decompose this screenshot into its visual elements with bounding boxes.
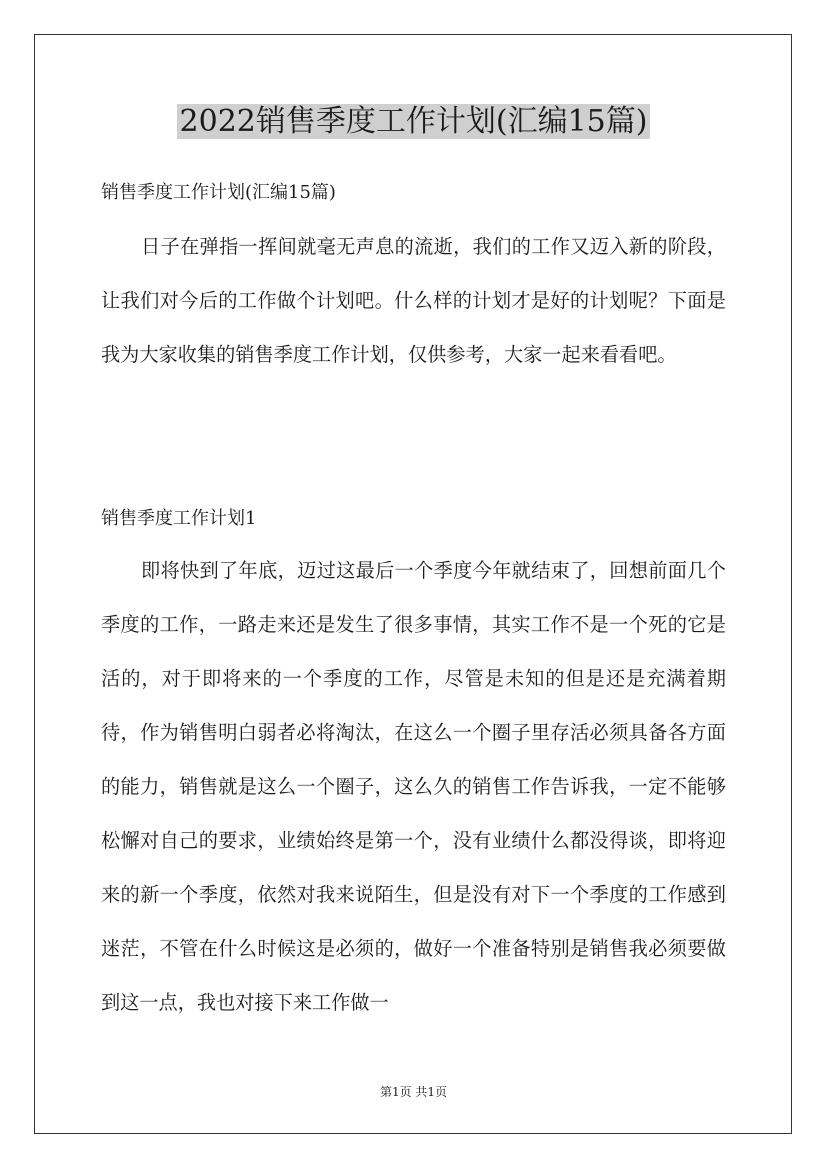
- intro-paragraph: 日子在弹指一挥间就毫无声息的流逝，我们的工作又迈入新的阶段，让我们对今后的工作做个计划吧。什么样的计划才是好的计划呢？下面是我为大家收集的销售季度工作计划，仅供参考，大家一起来看看吧。: [101, 235, 726, 366]
- document-subtitle: 销售季度工作计划(汇编15篇): [101, 182, 336, 203]
- document-title: [0, 98, 827, 146]
- document-title-text: 2022销售季度工作计划(汇编15篇): [177, 104, 651, 139]
- page-footer: 第1页 共1页: [379, 1085, 448, 1099]
- section-heading-1: 销售季度工作计划1: [101, 508, 257, 529]
- section-1-paragraph: 即将快到了年底，迈过这最后一个季度今年就结束了，回想前面几个季度的工作，一路走来还是发生了很多事情，其实工作不是一个死的它是活的，对于即将来的一个季度的工作，尽管是未知的但是还是充满着期待，作为销售明白弱者必将淘汰，在这么一个圈子里存活必须具备各方面的能力，销售就是这么一个圈子，这么久的销售工作告诉我，一定不能够松懈对自己的要求，业绩始终是第一个，没有业绩什么都没得谈，即将迎来的新一个季度，依然对我来说陌生，但是没有对下一个季度的工作感到迷茫，不管在什么时候这是必须的，做好一个准备特别是销售我必须要做到这一点，我也对接下来工作做一: [101, 559, 726, 1014]
